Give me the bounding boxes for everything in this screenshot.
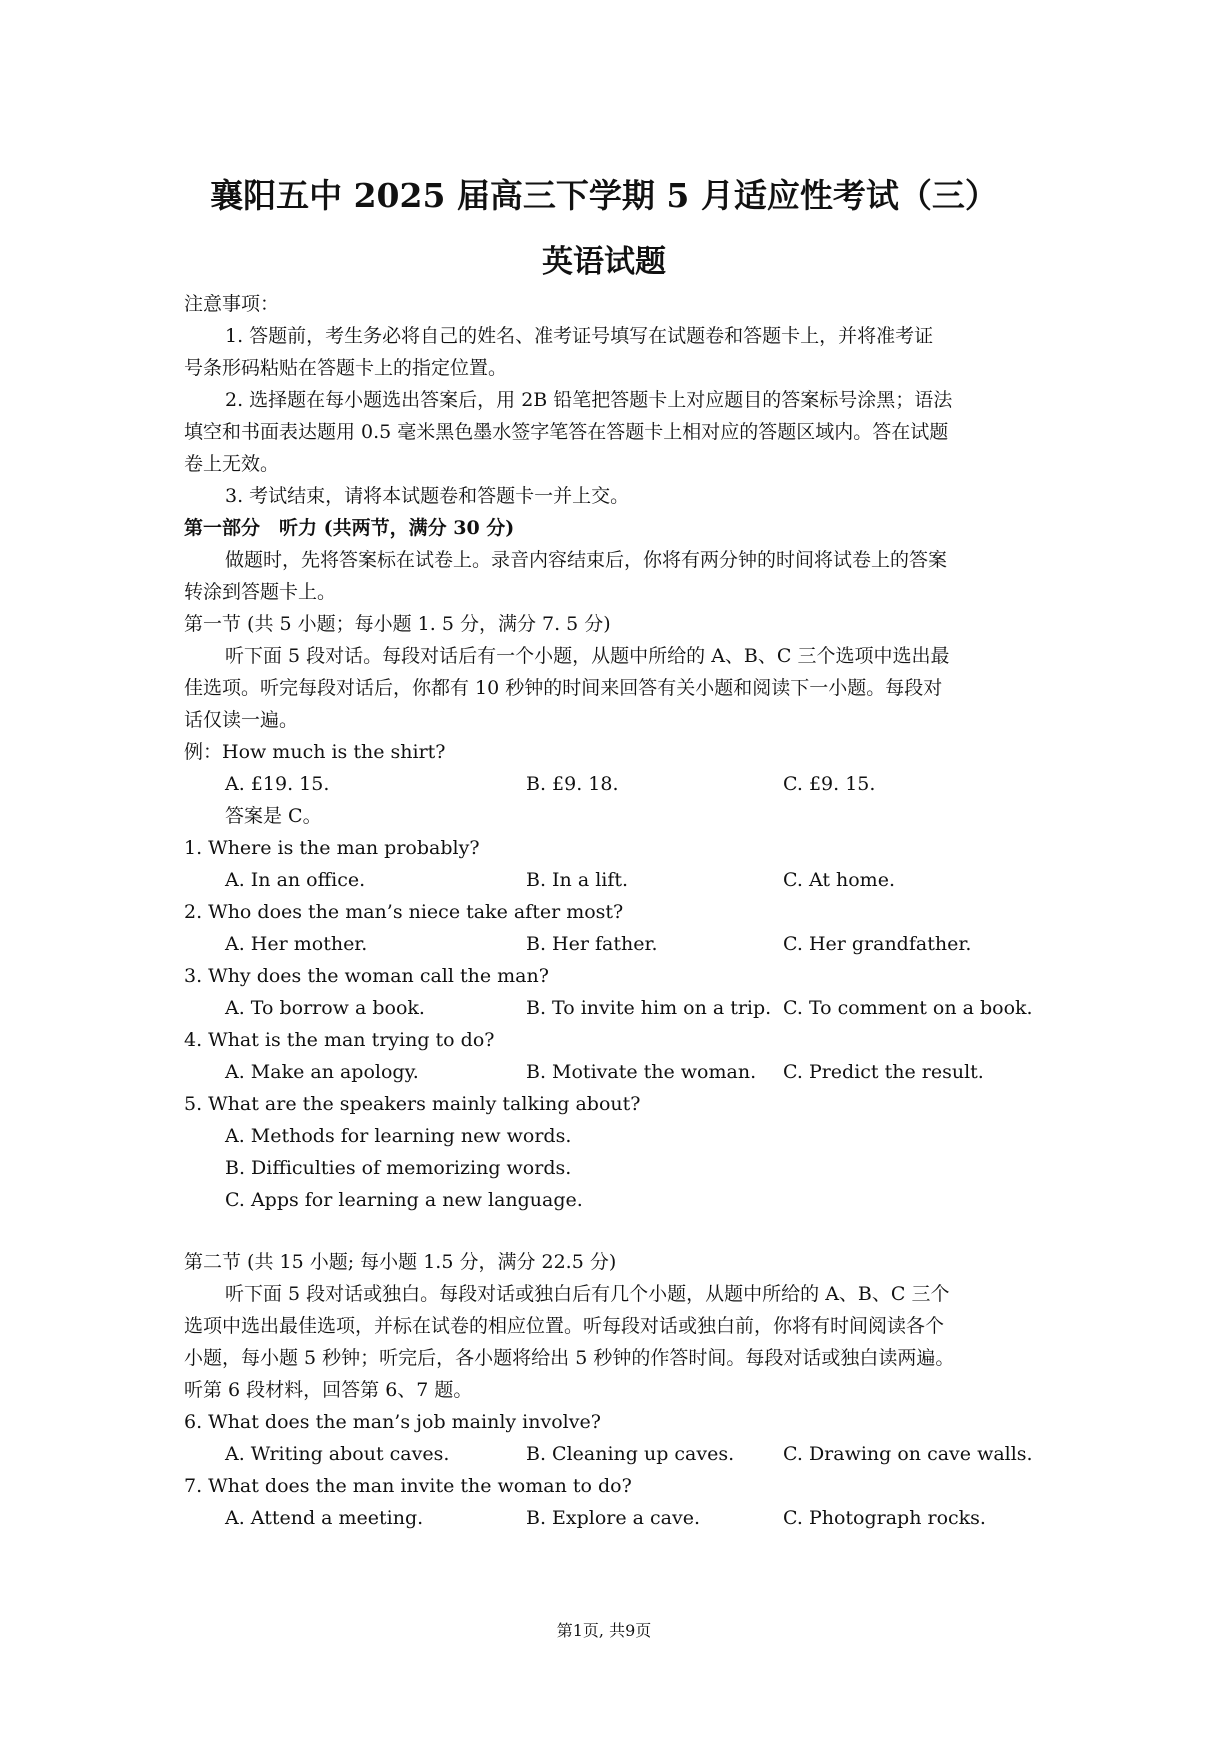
section1-intro-end: 话仅读一遍。	[184, 709, 299, 731]
q6-option-b: B. Cleaning up caves.	[526, 1443, 735, 1465]
question-4: 4. What is the man trying to do?	[184, 1029, 495, 1051]
q2-option-b: B. Her father.	[526, 933, 658, 955]
section1-heading: 第一节 (共 5 小题；每小题 1. 5 分，满分 7. 5 分)	[184, 613, 611, 635]
part1-intro-cont: 转涂到答题卡上。	[184, 581, 337, 603]
question-2: 2. Who does the man’s niece take after most?	[184, 901, 624, 923]
part1-intro: 做题时，先将答案标在试卷上。录音内容结束后，你将有两分钟的时间将试卷上的答案	[225, 549, 948, 571]
notice-item-3: 3. 考试结束，请将本试题卷和答题卡一并上交。	[225, 485, 630, 507]
notice-item-1-cont: 号条形码粘贴在答题卡上的指定位置。	[184, 357, 508, 379]
exam-subtitle: 英语试题	[542, 244, 666, 280]
q2-option-c: C. Her grandfather.	[783, 933, 972, 955]
example-option-c: C. £9. 15.	[783, 773, 876, 795]
q3-option-a: A. To borrow a book.	[225, 997, 425, 1019]
q7-option-a: A. Attend a meeting.	[225, 1507, 424, 1529]
q7-option-b: B. Explore a cave.	[526, 1507, 701, 1529]
q1-option-b: B. In a lift.	[526, 869, 629, 891]
section2-heading: 第二节 (共 15 小题; 每小题 1.5 分，满分 22.5 分)	[184, 1251, 617, 1273]
question-7: 7. What does the man invite the woman to do?	[184, 1475, 632, 1497]
exam-title: 襄阳五中 2025 届高三下学期 5 月适应性考试（三）	[210, 176, 998, 215]
example-question: 例：How much is the shirt?	[184, 741, 446, 763]
q4-option-b: B. Motivate the woman.	[526, 1061, 757, 1083]
notice-heading: 注意事项：	[184, 293, 280, 315]
example-answer: 答案是 C。	[225, 805, 322, 827]
q6-option-a: A. Writing about caves.	[225, 1443, 450, 1465]
example-option-b: B. £9. 18.	[526, 773, 619, 795]
question-5: 5. What are the speakers mainly talking about?	[184, 1093, 641, 1115]
notice-item-2-end: 卷上无效。	[184, 453, 280, 475]
question-3: 3. Why does the woman call the man?	[184, 965, 549, 987]
notice-item-2: 2. 选择题在每小题选出答案后，用 2B 铅笔把答题卡上对应题目的答案标号涂黑；语法	[225, 389, 953, 411]
q5-option-b: B. Difficulties of memorizing words.	[225, 1157, 572, 1179]
section2-intro: 听下面 5 段对话或独白。每段对话或独白后有几个小题，从题中所给的 A、B、C 三个	[225, 1283, 950, 1305]
q2-option-a: A. Her mother.	[225, 933, 368, 955]
q3-option-b: B. To invite him on a trip.	[526, 997, 772, 1019]
q1-option-a: A. In an office.	[225, 869, 366, 891]
q1-option-c: C. At home.	[783, 869, 895, 891]
q4-option-a: A. Make an apology.	[225, 1061, 419, 1083]
q4-option-c: C. Predict the result.	[783, 1061, 984, 1083]
q5-option-a: A. Methods for learning new words.	[225, 1125, 572, 1147]
part1-heading: 第一部分 听力 (共两节，满分 30 分)	[184, 517, 515, 539]
section1-intro: 听下面 5 段对话。每段对话后有一个小题，从题中所给的 A、B、C 三个选项中选出最	[225, 645, 950, 667]
section2-intro-cont2: 小题，每小题 5 秒钟；听完后，各小题将给出 5 秒钟的作答时间。每段对话或独白读两遍。	[184, 1347, 955, 1369]
example-option-a: A. £19. 15.	[225, 773, 330, 795]
q5-option-c: C. Apps for learning a new language.	[225, 1189, 583, 1211]
notice-item-2-cont: 填空和书面表达题用 0.5 毫米黑色墨水签字笔答在答题卡上相对应的答题区域内。答在试题	[184, 421, 949, 443]
section1-intro-cont: 佳选项。听完每段对话后，你都有 10 秒钟的时间来回答有关小题和阅读下一小题。每段对	[184, 677, 943, 699]
material-6-instruction: 听第 6 段材料，回答第 6、7 题。	[184, 1379, 473, 1401]
q6-option-c: C. Drawing on cave walls.	[783, 1443, 1033, 1465]
page-footer: 第1页, 共9页	[556, 1621, 652, 1640]
question-6: 6. What does the man’s job mainly involve?	[184, 1411, 601, 1433]
notice-item-1: 1. 答题前，考生务必将自己的姓名、准考证号填写在试题卷和答题卡上，并将准考证	[225, 325, 934, 347]
section2-intro-cont: 选项中选出最佳选项，并标在试卷的相应位置。听每段对话或独白前，你将有时间阅读各个	[184, 1315, 945, 1337]
q3-option-c: C. To comment on a book.	[783, 997, 1033, 1019]
question-1: 1. Where is the man probably?	[184, 837, 480, 859]
q7-option-c: C. Photograph rocks.	[783, 1507, 986, 1529]
